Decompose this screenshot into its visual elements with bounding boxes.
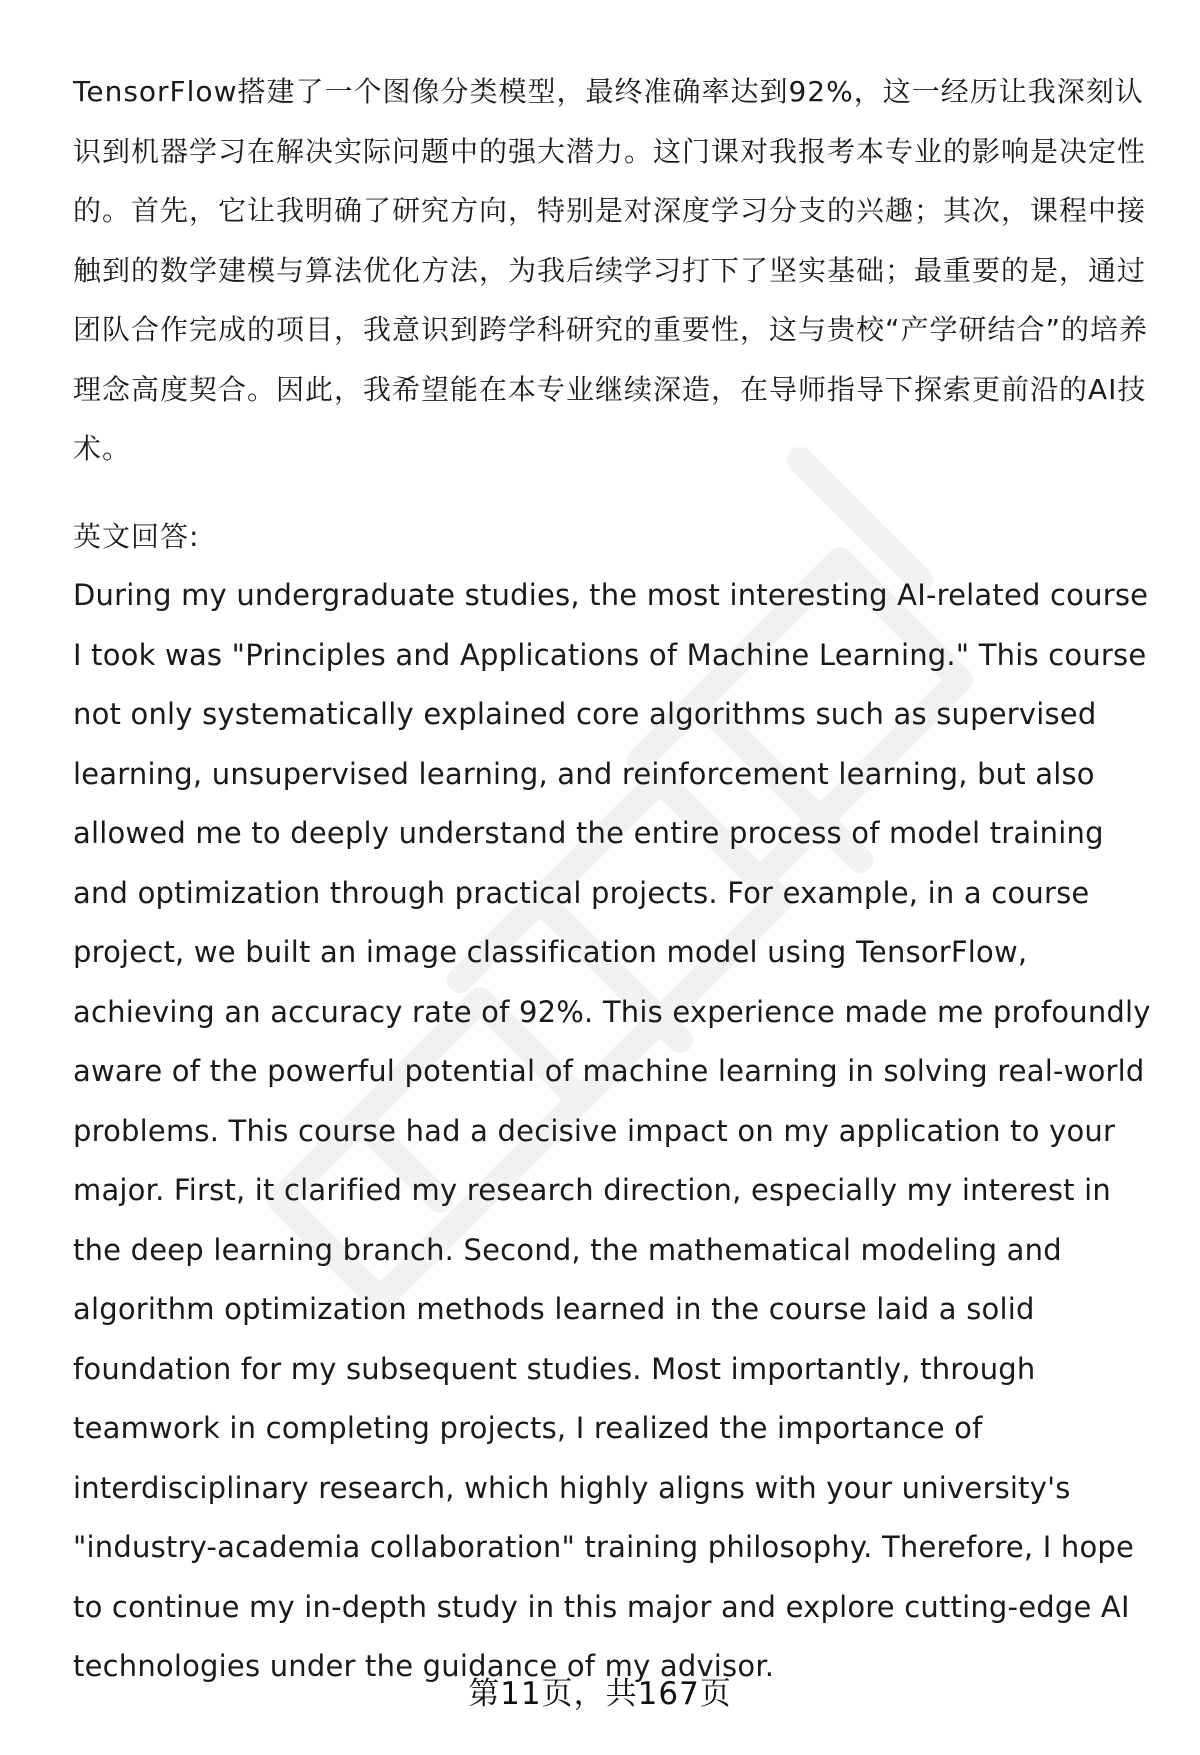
chinese-answer-continuation: TensorFlow搭建了一个图像分类模型，最终准确率达到92%，这一经历让我深刻认识到机器学习在解决实际问题中的强大潜力。这门课对我报考本专业的影响是决定性的。首先，它让我明确了研究方向，特别是对深度学习分支的兴趣；其次，课程中接触到的数学建模与算法优化方法，为我后续学习打下了坚实基础；最重要的是，通过团队合作完成的项目，我意识到跨学科研究的重要性，这与贵校“产学研结合”的培养理念高度契合。因此，我希望能在本专业继续深造，在导师指导下探索更前沿的AI技术。 [73,75,1149,465]
page-number-footer: 第11页，共167页 [468,1676,732,1712]
page-content [73,62,1163,1697]
english-answer-heading: 英文回答: [73,519,200,553]
english-answer-paragraph: During my undergraduate studies, the most interesting AI-related course I took was "Principles and Applications of Machine Learning." This course not only systematically explained core algorithms such as supervised learning, unsupervised learning, and reinforcement learning, but also allowed me to deeply understand the entire process of model training and optimization through practical projects. For example, in a course project, we built an image classification model using TensorFlow, achieving an accuracy rate of 92%. This experience made me profoundly aware of the powerful potential of machine learning in solving real-world problems. This course had a decisive impact on my application to your major. First, it clarified my research direction, especially my interest in the deep learning branch. Second, the mathematical modeling and algorithm optimization methods learned in the course laid a solid foundation for my subsequent studies. Most importantly, through teamwork in completing projects, I realized the importance of interdisciplinary research, which highly aligns with your university's "industry-academia collaboration" training philosophy. Therefore, I hope to continue my in-depth study in this major and explore cutting-edge AI technologies under the guidance of my advisor. [73,578,1151,1683]
